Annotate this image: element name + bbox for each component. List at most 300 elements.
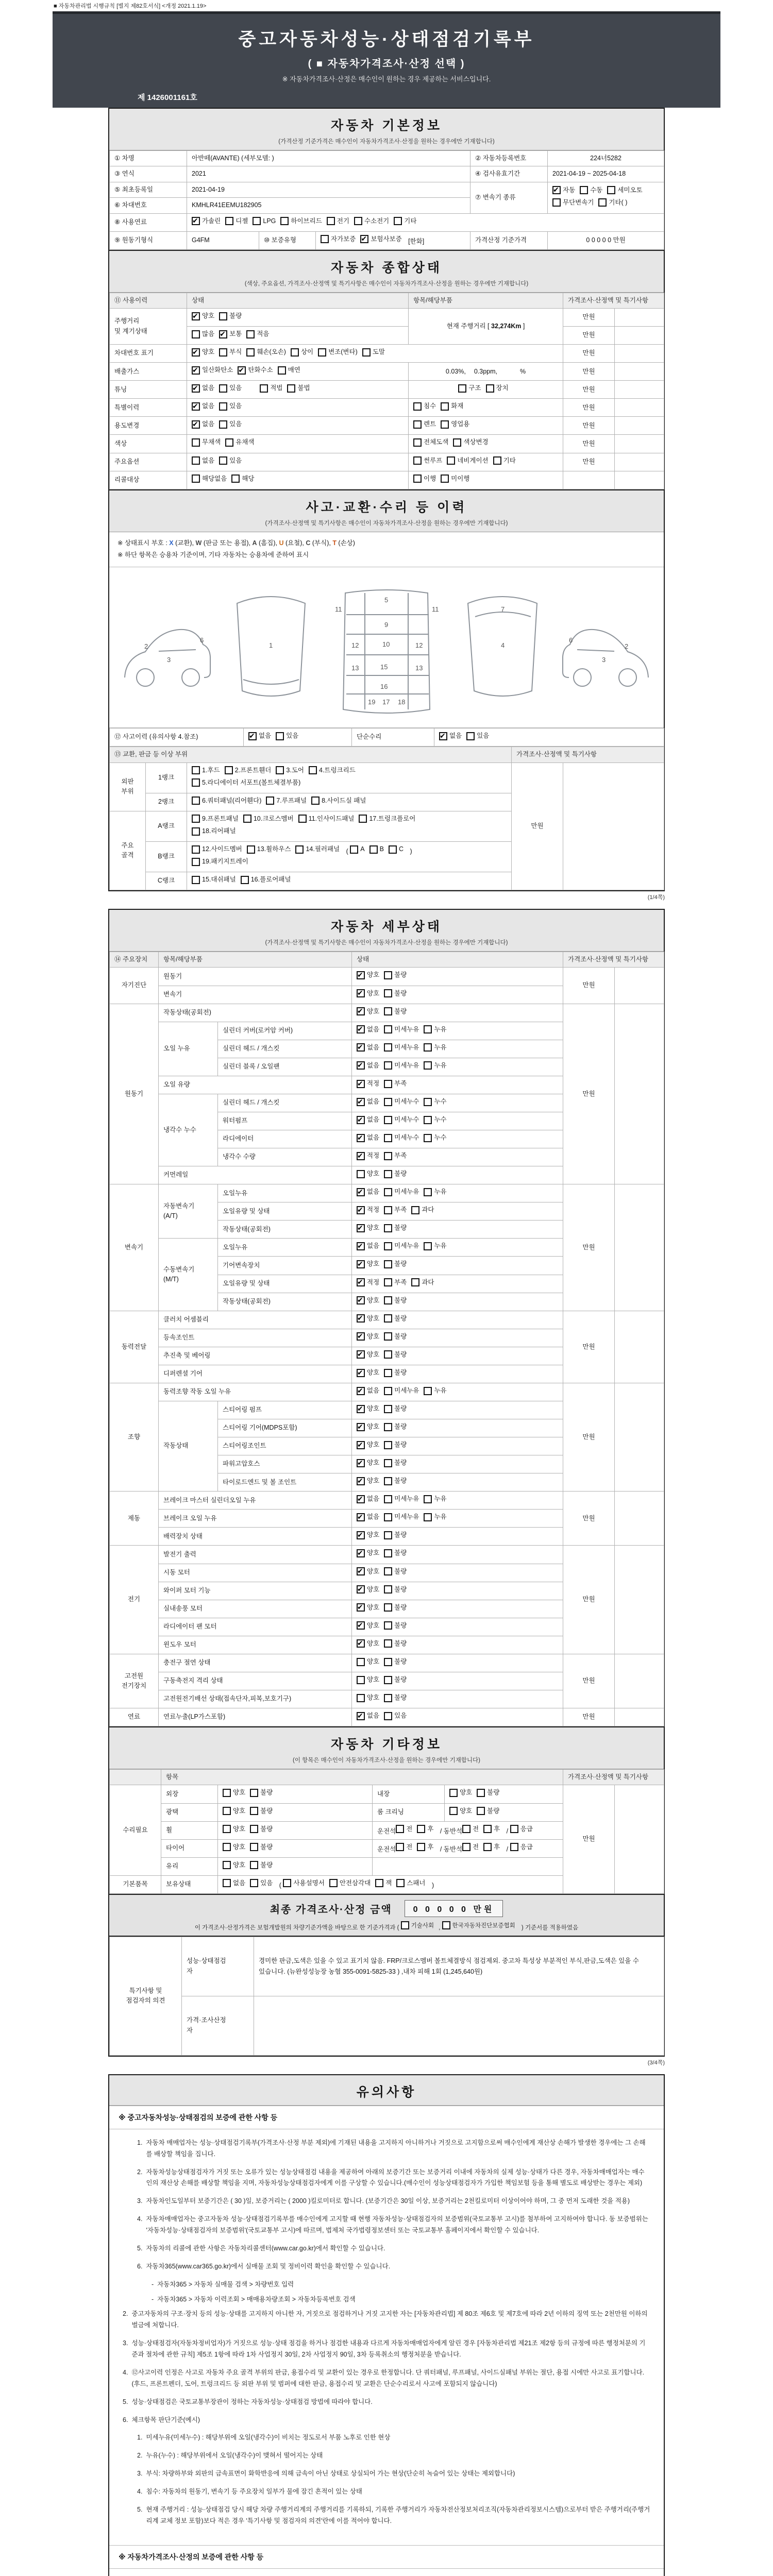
unchecked-checkbox-icon — [424, 1134, 432, 1142]
section-notices-header — [109, 2075, 664, 2106]
svg-text:17: 17 — [382, 698, 390, 706]
notice-number: 5. — [123, 2398, 128, 2405]
table-cell: 실린더 헤드 / 개스킷 — [218, 1040, 352, 1058]
checkbox-option — [384, 1025, 419, 1035]
notice-text: 자동차 매매업자는 성능·상태점검기록부(가격조사·산정 부분 제외)에 기재된 내용을 고지하지 아니하거나 거짓으로 고지함으로써 매수인에게 재산상 손해가 발생한 경우에는 그 손해를 배상할 책임을 집니다. — [146, 2139, 646, 2158]
checkbox-label: 미세누유 — [394, 1061, 419, 1069]
unchecked-checkbox-icon — [552, 198, 561, 207]
checkbox-label: 불량 — [260, 1789, 273, 1797]
notice-item — [137, 2138, 650, 2160]
unchecked-checkbox-icon — [396, 1843, 404, 1851]
table-cell — [218, 1821, 373, 1839]
table-cell: 가격산정 기준가격 — [470, 231, 548, 249]
table-cell: 12.사이드멤버 13.휠하우스 14.필러패널 ( A B C ) 19.패키지트레이 — [187, 841, 512, 872]
checkbox-option — [424, 1187, 446, 1197]
unchecked-checkbox-icon — [192, 876, 200, 884]
unchecked-checkbox-icon — [357, 1658, 365, 1666]
table-cell — [352, 1546, 563, 1564]
checkbox-option — [384, 1061, 419, 1071]
unchecked-checkbox-icon — [411, 1206, 419, 1214]
table-cell: 만원 — [563, 363, 615, 381]
table-cell — [254, 1996, 664, 2055]
unchecked-checkbox-icon — [424, 1387, 432, 1395]
checkbox-label: 전 — [473, 1825, 479, 1833]
checkbox-option — [219, 311, 242, 321]
table-cell: 배출가스 — [110, 363, 187, 381]
checkbox-label: 없음 — [367, 1025, 380, 1033]
unchecked-checkbox-icon — [447, 456, 455, 465]
notice-item — [137, 2450, 650, 2462]
notice-item — [137, 2243, 650, 2255]
checkbox-option — [493, 456, 516, 466]
table-cell: 만원 — [563, 1492, 615, 1546]
notice-item — [123, 2415, 650, 2426]
checkbox-label: 불량 — [260, 1807, 273, 1815]
checkbox-option — [357, 1567, 379, 1577]
checkbox-label: 전 — [406, 1843, 413, 1851]
title-note: ※ 자동차가격조사·산정은 매수인이 원하는 경우 제공하는 서비스입니다. — [282, 75, 491, 83]
checkbox-option — [384, 1007, 407, 1016]
checkbox-option — [223, 1806, 245, 1816]
checkbox-option — [357, 1241, 379, 1251]
checkbox-option — [389, 844, 404, 854]
unchecked-checkbox-icon — [424, 1061, 432, 1070]
status-code-letter: W — [195, 539, 202, 547]
table-cell: 만원 — [512, 762, 563, 890]
status-code-letter: X — [169, 539, 174, 547]
table-cell — [352, 1094, 563, 1112]
table-cell — [615, 309, 664, 327]
checkbox-label: 1.후드 — [202, 766, 220, 774]
unchecked-checkbox-icon — [453, 438, 461, 447]
checkbox-option — [247, 844, 291, 854]
checkbox-option — [458, 383, 481, 393]
checked-checkbox-icon — [357, 1025, 365, 1033]
notice-text: 자동차365 > 자동차 이력조회 > 매매용차량조회 > 자동차등록번호 검색 — [157, 2295, 356, 2303]
unchecked-checkbox-icon — [192, 796, 200, 805]
table-cell: 작동상태(공회전) — [218, 1293, 352, 1311]
table-cell — [244, 728, 352, 747]
status-code-legend — [109, 532, 664, 568]
table-cell — [352, 1112, 563, 1130]
checkbox-label: 없음 — [367, 1188, 380, 1196]
checkbox-option — [283, 1878, 324, 1888]
notice-number: 5. — [137, 2244, 143, 2252]
unchecked-checkbox-icon — [375, 1879, 383, 1887]
checkbox-label: 과다 — [422, 1278, 434, 1286]
checked-checkbox-icon — [357, 1639, 365, 1648]
checkbox-option — [580, 185, 602, 195]
table-cell — [352, 1329, 563, 1347]
unchecked-checkbox-icon — [477, 1789, 485, 1797]
checkbox-label: 누유 — [434, 1495, 447, 1503]
table-cell: 외판 부위 — [110, 762, 146, 811]
checked-checkbox-icon — [192, 384, 200, 393]
unchecked-checkbox-icon — [260, 384, 268, 393]
checkbox-label: 부식 — [229, 348, 242, 356]
checkbox-label: 불량 — [394, 1621, 407, 1629]
checkbox-option — [238, 365, 273, 375]
table-cell — [352, 1004, 563, 1022]
unchecked-checkbox-icon — [483, 1843, 492, 1851]
checkbox-option — [462, 1842, 479, 1852]
checkbox-option — [357, 1548, 379, 1558]
notice-text: 자동차성능상태점검자가 거짓 또는 오류가 있는 성능상태점검 내용을 제공하여 아래의 보증기간 또는 보증거리 이내에 자동차의 실제 성능·상태가 다른 경우, 자동차매매업자는 매수인의 재산상 손해를 배상할 책임을 지며, 자동차성능상태점검자에게 이를 구상할 수 있습니다.(매수인이 성능상태점검자가 가입한 책임보험 등을 통해 별도로 배상받는 경우는 제외) — [146, 2168, 645, 2187]
checkbox-label: 무단변속기 — [563, 198, 594, 206]
table-cell — [187, 435, 409, 453]
checkbox-option — [354, 216, 389, 226]
checkbox-label: 19.패키지트레이 — [202, 857, 248, 865]
unchecked-checkbox-icon — [486, 384, 494, 393]
checkbox-option — [250, 1842, 273, 1852]
checkbox-label: 양호 — [367, 971, 380, 979]
table-cell: 오일 누유 — [159, 1022, 218, 1076]
notice-number: 2. — [123, 2310, 128, 2318]
checkbox-option — [357, 1639, 379, 1649]
checkbox-option — [384, 1621, 407, 1631]
table-cell: 커먼레일 — [159, 1166, 352, 1184]
checkbox-label: 렌트 — [424, 420, 436, 428]
checked-checkbox-icon — [439, 732, 447, 740]
table-cell: 실린더 블록 / 오일팬 — [218, 1058, 352, 1076]
checkbox-label: 불량 — [394, 1477, 407, 1485]
svg-text:2: 2 — [625, 642, 629, 651]
table-cell: 스티어링 기어(MDPS포함) — [218, 1419, 352, 1437]
table-cell — [445, 1803, 563, 1821]
checked-checkbox-icon — [357, 1098, 365, 1106]
checkbox-option — [449, 1806, 472, 1816]
checkbox-label: 해당없음 — [202, 474, 227, 482]
unchecked-checkbox-icon — [250, 1879, 258, 1887]
checkbox-option — [192, 456, 214, 466]
checkbox-option — [384, 1404, 407, 1414]
notice-text: 자동차365(www.car365.go.kr)에서 실매물 조회 및 정비이력 확인을 확인할 수 있습니다. — [146, 2262, 391, 2270]
table-cell — [352, 1437, 563, 1455]
checkbox-option — [384, 1115, 419, 1125]
notice-text: 자동차365 > 자동차 실매물 검색 > 차량번호 입력 — [157, 2280, 294, 2288]
unchecked-checkbox-icon — [359, 815, 367, 823]
checkbox-option — [357, 1585, 379, 1595]
unchecked-checkbox-icon — [246, 348, 255, 357]
table-cell: 휠 — [161, 1821, 218, 1839]
table-cell — [615, 968, 664, 1004]
notice-text: 현재 주행거리 : 성능·상태점검 당시 해당 차량 주행거리계의 주행거리를 기록하되, 기록한 주행거리가 자동차전산정보처리조직(자동차관리정보시스템)으로부터 받은 주행거리(주행거리계 교체 정보 포함)보다 적은 경우 '특기사항 및 점검자의 의견'란에 이를 적어야 합니다. — [146, 2505, 650, 2524]
table-cell — [352, 1528, 563, 1546]
checked-checkbox-icon — [357, 1549, 365, 1557]
section-overall-title: 자동차 종합상태 — [331, 260, 442, 275]
table-cell: 룸 크리닝 — [373, 1803, 445, 1821]
table-cell: 광택 — [161, 1803, 218, 1821]
unchecked-checkbox-icon — [413, 474, 422, 483]
checkbox-option — [357, 1603, 379, 1613]
checkbox-option — [357, 1512, 379, 1522]
notice-text: 미세누유(미세누수) : 해당부위에 오일(냉각수)이 비치는 정도로서 부품 노후로 인한 현상 — [146, 2434, 391, 2442]
section-detail-header — [109, 910, 664, 952]
unchecked-checkbox-icon — [483, 1825, 492, 1833]
checkbox-option — [384, 1530, 407, 1540]
checkbox-label: 불량 — [394, 1531, 407, 1539]
table-cell — [352, 1347, 563, 1365]
final-price-band — [109, 1894, 664, 1937]
table-cell — [218, 1785, 373, 1803]
table-cell: 냉각수 수량 — [218, 1148, 352, 1166]
notice-number: 2. — [137, 2452, 143, 2460]
table-cell: 실린더 커버(로커암 커버) — [218, 1022, 352, 1040]
checkbox-label: 없음 — [367, 1242, 380, 1250]
checkbox-option — [357, 1133, 379, 1143]
checkbox-label: 불량 — [487, 1807, 500, 1815]
table-cell — [563, 471, 615, 489]
checkbox-label: 양호 — [367, 1621, 380, 1629]
checkbox-label: 안전삼각대 — [339, 1879, 371, 1887]
notice-text: 침수: 자동차의 원동기, 변속기 등 주요장치 일부가 물에 잠긴 흔적이 있는 상태 — [146, 2488, 362, 2496]
checkbox-label: 매연 — [288, 366, 300, 374]
checkbox-label: 미세누유 — [394, 1495, 419, 1503]
unchecked-checkbox-icon — [219, 348, 227, 357]
notice-item — [137, 2432, 650, 2444]
table-cell: 워터펌프 — [218, 1112, 352, 1130]
table-cell: 오일누유 — [218, 1239, 352, 1257]
table-cell: ⑥ 차대번호 — [110, 198, 187, 213]
checkbox-option — [477, 1788, 499, 1798]
checked-checkbox-icon — [192, 366, 200, 375]
checkbox-label: 16.플로어패널 — [250, 876, 291, 883]
svg-text:19: 19 — [368, 698, 376, 706]
unchecked-checkbox-icon — [510, 1843, 518, 1851]
checkbox-option — [321, 234, 356, 244]
checkbox-label: 있음 — [229, 402, 242, 410]
checkbox-label: 미세누유 — [394, 1242, 419, 1250]
checkbox-option — [384, 1205, 407, 1215]
checkbox-option — [357, 1296, 379, 1306]
unchecked-checkbox-icon — [354, 217, 362, 225]
notice-text: ⑫사고이력 인정은 사고로 자동차 주요 골격 부위의 판금, 용접수리 및 교환이 있는 경우로 한정합니다. 단 쿼터패널, 루프패널, 사이드실패널 부위는 절단, 용접 시에만 사고로 표기합니다. (후드, 프론트펜더, 도어, 트렁크리드 등 외판 부위 및 범퍼에 대한 판금, 용접수리 및 교환은 단순수리로서 사고에 포함되지 않습니다) — [131, 2368, 645, 2387]
checkbox-option — [384, 1133, 419, 1143]
checkbox-label: 4.트렁크리드 — [318, 766, 356, 774]
unchecked-checkbox-icon — [477, 1807, 485, 1815]
checkbox-label: 일산화탄소 — [202, 366, 233, 374]
checkbox-option — [311, 796, 366, 806]
checkbox-label: 전체도색 — [424, 438, 449, 446]
table-cell — [352, 1582, 563, 1600]
table-cell: 발전기 출력 — [159, 1546, 352, 1564]
table-cell — [352, 1455, 563, 1473]
checkbox-option — [250, 1824, 273, 1834]
checkbox-option — [192, 401, 214, 411]
checkbox-option — [357, 1025, 379, 1035]
table-cell: 2랭크 — [146, 793, 187, 811]
checked-checkbox-icon — [357, 1314, 365, 1323]
table-cell — [187, 327, 409, 345]
checkbox-option — [246, 329, 269, 339]
checkbox-label: 훼손(오손) — [257, 348, 286, 356]
table-cell — [615, 363, 664, 381]
notice-number: 4. — [123, 2368, 128, 2376]
checkbox-option — [357, 1278, 379, 1287]
checkbox-label: 후 — [427, 1825, 434, 1833]
checkbox-label: 침수 — [424, 402, 436, 410]
checkbox-label: 없음 — [367, 1115, 380, 1123]
table-cell — [352, 1058, 563, 1076]
svg-text:13: 13 — [415, 664, 423, 672]
document-number: 제 1426001161호 — [138, 93, 197, 102]
checkbox-option — [453, 437, 488, 447]
unchecked-checkbox-icon — [384, 971, 392, 979]
checkbox-option — [357, 1097, 379, 1107]
checkbox-label: 13.휠하우스 — [257, 845, 291, 853]
page-subtitle: ( ■ 자동차가격조사·산정 선택 ) — [308, 58, 465, 70]
notice-number: 6. — [123, 2416, 128, 2424]
unchecked-checkbox-icon — [309, 766, 317, 774]
checkbox-option — [384, 1241, 419, 1251]
checkbox-option — [192, 365, 233, 375]
checkbox-label: 양호 — [367, 1603, 380, 1611]
unchecked-checkbox-icon — [295, 845, 304, 854]
notices-list-c — [109, 2569, 664, 2576]
table-cell: ③ 연식 — [110, 166, 187, 182]
checkbox-option — [424, 1115, 446, 1125]
table-cell: 운전석 전 후 / 동반석 전 후 / 응급 — [373, 1821, 563, 1839]
unchecked-checkbox-icon — [327, 217, 335, 225]
unchecked-checkbox-icon — [424, 1098, 432, 1106]
table-cell — [187, 399, 409, 417]
checkbox-label: 양호 — [367, 1531, 380, 1539]
box-notices — [108, 2074, 665, 2576]
unchecked-checkbox-icon — [219, 402, 227, 411]
checkbox-option — [357, 1205, 379, 1215]
table-cell: 와이퍼 모터 기능 — [159, 1582, 352, 1600]
table-cell — [615, 1492, 664, 1546]
table-cell — [352, 968, 563, 986]
checkbox-label: 양호 — [367, 1170, 380, 1178]
checkbox-option — [384, 1476, 407, 1486]
table-cell: 작동상태(공회전) — [159, 1004, 352, 1022]
table-cell: 없음 있음 ( 사용설명서 안전삼각대 잭 스패너 ) — [218, 1875, 563, 1893]
checkbox-option — [357, 1621, 379, 1631]
checkbox-option — [552, 198, 594, 208]
checked-checkbox-icon — [357, 1459, 365, 1467]
checkbox-label: 없음 — [367, 1134, 380, 1141]
checkbox-label: 11.인사이드패널 — [308, 815, 355, 822]
table-cell: 가격조사·산정액 및 특기사항 — [563, 1770, 664, 1785]
unchecked-checkbox-icon — [384, 1170, 392, 1178]
unchecked-checkbox-icon — [384, 1296, 392, 1304]
checkbox-label: 응급 — [520, 1825, 533, 1833]
checked-checkbox-icon — [357, 1152, 365, 1160]
checkbox-option — [424, 1241, 446, 1251]
checkbox-label: 9.프론트패널 — [202, 815, 239, 822]
checkbox-option — [486, 383, 509, 393]
checkbox-label: 누유 — [434, 1061, 447, 1069]
table-cell — [352, 1654, 563, 1672]
checkbox-option — [225, 437, 254, 447]
table-cell — [615, 453, 664, 471]
table-cell: KMHLR41EEMU182905 — [187, 198, 470, 213]
notice-number: 3. — [137, 2470, 143, 2478]
table-cell — [615, 1785, 664, 1893]
checkbox-option — [384, 1314, 407, 1324]
table-cell — [187, 793, 512, 811]
checkbox-label: 스패너 — [407, 1879, 426, 1887]
unchecked-checkbox-icon — [276, 732, 284, 740]
checkbox-label: 기타 — [404, 217, 417, 225]
table-cell — [352, 1510, 563, 1528]
checkbox-label: 무채색 — [202, 438, 221, 446]
checkbox-label: 양호 — [367, 1260, 380, 1268]
checkbox-label: 기타 — [503, 456, 516, 464]
checkbox-label: 미세누수 — [394, 1134, 419, 1141]
table-cell — [352, 1130, 563, 1148]
checkbox-option — [357, 1350, 379, 1360]
unchecked-checkbox-icon — [291, 348, 299, 357]
unchecked-checkbox-icon — [357, 1170, 365, 1178]
checkbox-option — [260, 383, 282, 393]
notice-item — [123, 2397, 650, 2408]
checkbox-label: 부족 — [394, 1079, 407, 1087]
checkbox-option — [413, 456, 442, 466]
checkbox-option — [384, 1259, 407, 1269]
checkbox-option — [384, 1187, 419, 1197]
checkbox-label: 없음 — [367, 1061, 380, 1069]
unchecked-checkbox-icon — [357, 1694, 365, 1702]
table-cell — [445, 1785, 563, 1803]
checkbox-option — [396, 1878, 425, 1888]
checkbox-option — [384, 1458, 407, 1468]
unchecked-checkbox-icon — [384, 1224, 392, 1232]
unchecked-checkbox-icon — [384, 1549, 392, 1557]
unchecked-checkbox-icon — [424, 1495, 432, 1503]
svg-text:4: 4 — [501, 641, 505, 650]
unchecked-checkbox-icon — [250, 1825, 258, 1833]
checkbox-label: 불량 — [229, 312, 242, 319]
checkbox-label: 없음 — [367, 1495, 380, 1503]
svg-text:18: 18 — [398, 698, 406, 706]
checkbox-option — [413, 419, 436, 429]
unchecked-checkbox-icon — [192, 438, 200, 447]
table-cell: 원동기 — [110, 1004, 159, 1184]
checkbox-option — [384, 1043, 419, 1053]
unchecked-checkbox-icon — [441, 420, 449, 429]
table-cell: 충전구 절연 상태 — [159, 1654, 352, 1672]
checkbox-label: 7.루프패널 — [276, 796, 307, 804]
checkbox-label: 부족 — [394, 1278, 407, 1286]
notice-number: 4. — [137, 2488, 143, 2496]
table-cell: 만원 — [563, 417, 615, 435]
checked-checkbox-icon — [357, 1116, 365, 1124]
table-cell: 특기사항 및 점검자의 의견 — [110, 1937, 182, 2055]
svg-text:10: 10 — [382, 640, 390, 649]
unchecked-checkbox-icon — [384, 1459, 392, 1467]
unchecked-checkbox-icon — [384, 1080, 392, 1088]
checkbox-option — [424, 1512, 446, 1522]
table-cell: 만원 — [563, 1311, 615, 1383]
checked-checkbox-icon — [357, 1441, 365, 1449]
table-cell: 아반떼(AVANTE) (세부모델: ) — [187, 151, 470, 166]
unchecked-checkbox-icon — [424, 1513, 432, 1521]
checkbox-option — [441, 474, 469, 484]
table-cell: 작동상태 — [159, 1401, 218, 1491]
unchecked-checkbox-icon — [449, 1789, 458, 1797]
checkbox-label: 누유 — [434, 1188, 447, 1196]
unchecked-checkbox-icon — [225, 766, 233, 774]
table-cell — [218, 1857, 373, 1875]
checkbox-label: 없음 — [202, 456, 215, 464]
checkbox-option — [192, 766, 220, 775]
table-cell: ④ 검사유효기간 — [470, 166, 548, 182]
checkbox-option — [192, 778, 300, 788]
checkbox-option — [411, 1278, 434, 1287]
checkbox-label: 양호 — [233, 1825, 246, 1833]
